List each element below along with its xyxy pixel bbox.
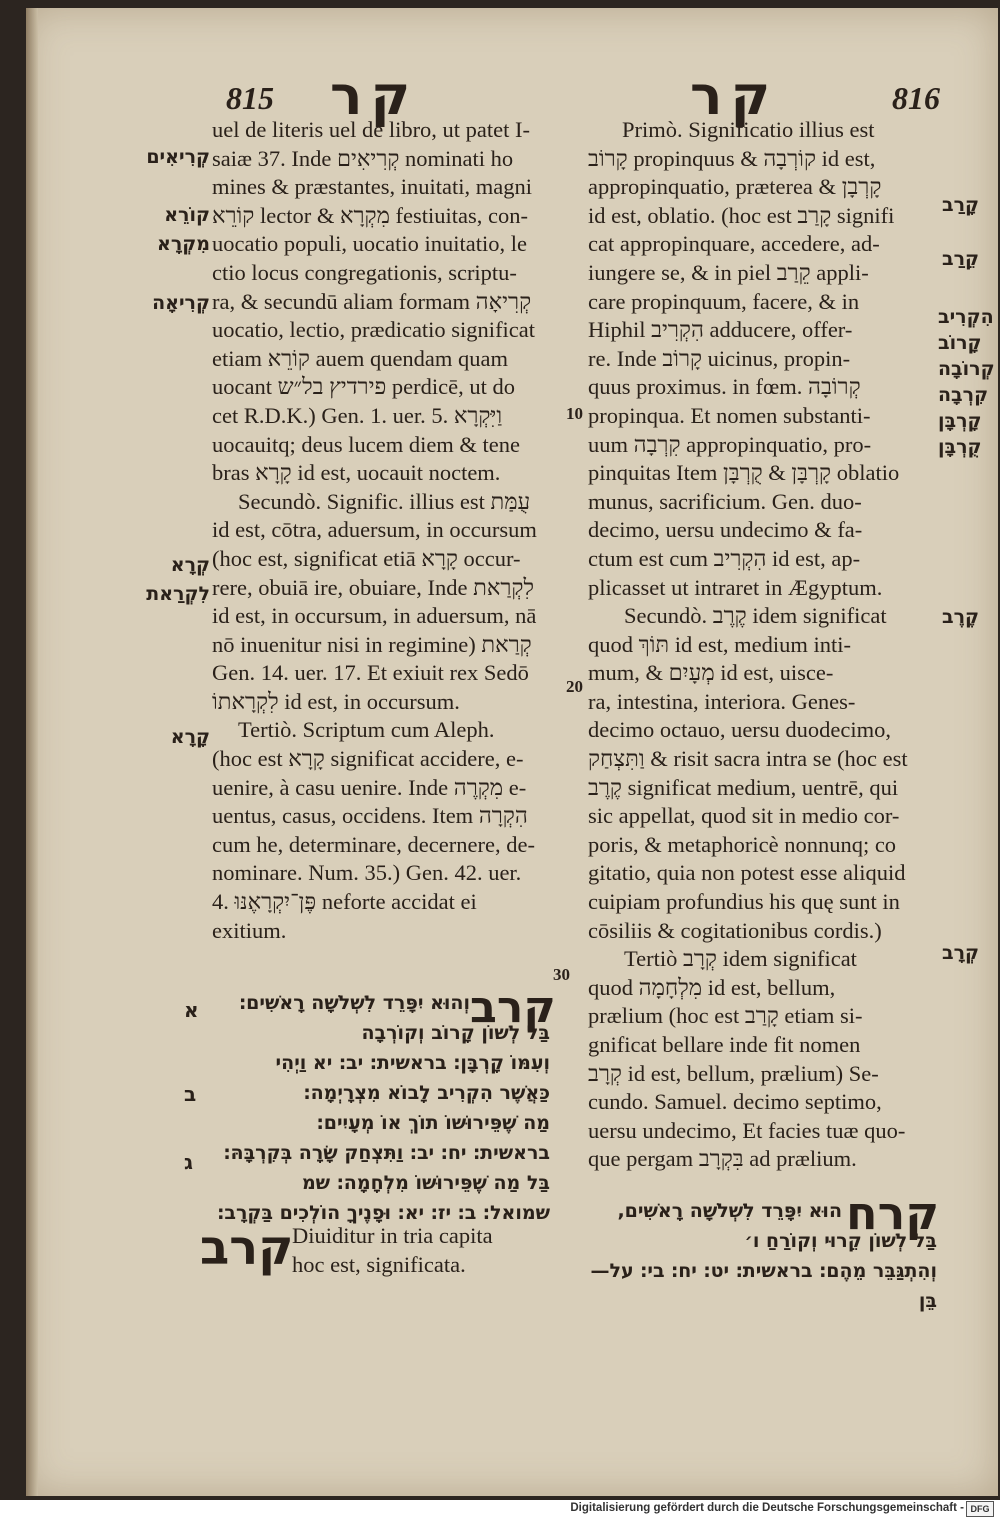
running-head-left: קר: [330, 64, 419, 127]
text-line: וַתִּצְחַק & risit sacra intra se (hoc est: [588, 746, 908, 772]
page-gutter-edge: [26, 8, 38, 1496]
margin-word: קָרָא: [170, 726, 210, 748]
text-line: quod תּוֹךְ id est, medium inti-: [588, 631, 852, 657]
text-line: cuipiam profundius his quę sunt in: [588, 889, 900, 915]
margin-word: קְרִיאִים: [146, 146, 210, 168]
margin-word: קְרִיאָה: [152, 292, 210, 314]
hebrew-text-block: [205, 1018, 550, 1228]
text-line: uocatio populi, uocatio inuitatio, le: [212, 231, 527, 257]
text-line: Secundò. Signific. illius est עֻמַּת: [238, 488, 531, 514]
hebrew-line: שמואל׃ ב׃ יז׃ יא׃ וּפָנֶיךָ הוֹלְכִים בַּקְרָב׃: [217, 1202, 550, 1224]
section-marker: ג: [184, 1150, 193, 1174]
text-line: sic appellat, quod sit in medio cor-: [588, 803, 900, 829]
text-line: Diuiditur in tria capita: [292, 1223, 493, 1248]
margin-word: לִקְרַאת: [146, 583, 210, 605]
hebrew-line: כַּאֲשֶׁר הִקְרִיב לָבוֹא מִצְרָיְמָה׃: [303, 1082, 550, 1104]
hebrew-text-block: [205, 988, 470, 1018]
text-line: gnificat bellare inde fit nomen: [588, 1032, 861, 1057]
funding-credit: Digitalisierung gefördert durch die Deutsche Forschungsgemeinschaft -: [570, 1502, 964, 1514]
hebrew-line: בַּל לְשׁוֹן קֵרוּי וְקוֹרַחַ ו׳: [744, 1230, 937, 1252]
section-marker: א: [184, 998, 199, 1022]
hebrew-text-block: [582, 1226, 937, 1316]
hebrew-line: בַּל מַה שֶׁפֵּירוּשׁוֹ מִלְחָמָה׃ שמ: [301, 1172, 550, 1194]
hebrew-root-heading: קרב: [470, 982, 556, 1033]
text-line: uel de literis uel de libro, ut patet I-: [212, 117, 531, 142]
hebrew-line: בֵּן: [918, 1290, 937, 1312]
text-line: קָרוֹב propinquus & קוֹרְבָה id est,: [588, 145, 876, 171]
text-line: Primò. Significatio illius est: [622, 117, 875, 142]
margin-word: קֵרַב: [942, 248, 980, 270]
text-line: cat appropinquare, accedere, ad-: [588, 231, 880, 257]
folio-right: 816: [892, 80, 940, 116]
margin-word: הִקְרִיב: [938, 306, 994, 328]
text-line: exitium.: [212, 917, 287, 943]
margin-word: מִקְרָא: [156, 233, 210, 255]
text-line: id est, cōtra, aduersum, in occursum: [212, 517, 537, 543]
text-line: quod מִלְחָמָה id est, bellum,: [588, 974, 836, 1000]
right-column: [588, 116, 938, 1174]
text-line: propinqua. Et nomen substanti-: [588, 402, 871, 428]
margin-word: קָרוֹב: [938, 332, 982, 354]
text-line: uum קִרְבָה appropinquatio, pro-: [588, 431, 872, 457]
text-line: Tertiò קְרָב idem significat: [624, 946, 857, 972]
text-line: קֶרֶב significat medium, uentrē, qui: [588, 774, 899, 800]
hebrew-root-heading: קרב: [200, 1220, 294, 1276]
text-line: hoc est, significata.: [292, 1251, 466, 1277]
text-line: re. Inde קָרוֹב uicinus, propin-: [588, 345, 851, 371]
text-line: cum he, determinare, decernere, de-: [212, 831, 535, 857]
margin-word: קְרָב: [942, 942, 980, 964]
left-margin-notes: [110, 116, 210, 756]
text-line: uocauitq; deus lucem diem & tene: [212, 431, 521, 457]
text-line: mum, & מְעָיִם id est, uisce-: [588, 660, 834, 686]
text-line: 4. פֶּן־יִקְרָאֶנּוּ neforte accidat ei: [212, 889, 477, 915]
text-line: care propinquum, facere, & in: [588, 288, 860, 314]
hebrew-line: הוּא יִפָּרֵד לִשְׁלֹשָׁה רָאשִׁים,: [617, 1200, 842, 1222]
hebrew-line: וְהִתְגַּבֵּר מֵהֶם׃ בראשית׃ יט׃ יח׃ בי׃ על—: [590, 1260, 937, 1282]
text-line: bras קָרָא id est, uocauit noctem.: [212, 460, 501, 486]
margin-word: קָרְבָּן: [938, 410, 982, 432]
text-line: poris, & metaphoricè nonnunq; co: [588, 831, 897, 857]
text-line: uersu undecimo, Et facies tuæ quo-: [588, 1117, 906, 1143]
text-line: קְרָב id est, bellum, prælium) Se-: [588, 1060, 879, 1086]
line-number: 20: [566, 677, 583, 696]
hebrew-line: בַּל לְשׁוֹן קָרוֹב וְקוֹרְבָה: [361, 1022, 550, 1044]
text-line: saiæ 37. Inde קְרִיאִים nominati ho: [212, 145, 514, 171]
text-line: id est, in occursum, in aduersum, nā: [212, 603, 537, 629]
text-line: pinquitas Item קָרְבָּן & קֻרְבָּן oblatio: [588, 460, 900, 486]
text-line: plicasset ut intraret in Ægyptum.: [588, 574, 883, 600]
line-number: 30: [553, 965, 570, 984]
text-line: Secundò. קֶרֶב idem significat: [624, 603, 887, 629]
text-line: etiam קוֹרֵא auem quendam quam: [212, 345, 509, 371]
right-margin-notes: [938, 116, 994, 996]
text-line: que pergam בִּקְרָב ad prælium.: [588, 1146, 857, 1172]
text-line: Tertiò. Scriptum cum Aleph.: [238, 717, 495, 743]
text-line: iungere se, & in piel קֵרַב appli-: [588, 259, 869, 285]
folio-left: 815: [226, 80, 274, 116]
margin-word: קִרְבָה: [938, 384, 989, 406]
left-column: [212, 116, 564, 945]
text-line: nō inuenitur nisi in regimine) קְרַאת: [212, 631, 532, 657]
text-line: Hiphil הִקְרִיב adducere, offer-: [588, 317, 853, 343]
text-line: nominare. Num. 35.) Gen. 42. uer.: [212, 860, 522, 886]
margin-word: קֶרֶב: [942, 606, 980, 628]
text-line: uocatio, lectio, prædicatio significat: [212, 317, 536, 343]
text-line: ctum est cum הִקְרִיב id est, ap-: [588, 545, 861, 571]
text-line: quus proximus. in fœm. קְרוֹבָה: [588, 374, 861, 400]
text-line: uentus, casus, occidens. Item הִקְרָה: [212, 803, 528, 829]
line-number: 10: [566, 404, 583, 423]
text-line: ctio locus congregationis, scriptu-: [212, 259, 517, 285]
text-line: לִקְרָאתוֹ id est, in occursum.: [212, 688, 460, 714]
text-line: (hoc est קָרָא significat accidere, e-: [212, 746, 524, 772]
margin-word: קְרָא: [170, 554, 210, 576]
hebrew-line: מַה שֶׁפֵּירוּשׁוֹ תוֹךְ אוֹ מְעָיִים׃: [316, 1112, 550, 1134]
text-line: (hoc est, significat etiā קָרָא occur-: [212, 545, 521, 571]
text-line: Gen. 14. uer. 17. Et exiuit rex Sedō: [212, 660, 529, 686]
text-line: ra, intestina, interiora. Genes-: [588, 688, 856, 714]
text-line: ra, & secundū aliam formam קְרִיאָה: [212, 288, 532, 314]
text-line: rere, obuiā ire, obuiare, Inde לִקְרַאת: [212, 574, 534, 600]
text-line: id est, oblatio. (hoc est קָרַב signifi: [588, 202, 895, 228]
text-line: קוֹרֵא lector & מִקְרָא festiuitas, con-: [212, 202, 528, 228]
text-line: cōsiliis & cogitationibus cordis.): [588, 917, 882, 943]
root-division-note: [292, 1222, 552, 1279]
text-line: decimo octauo, uersu duodecimo,: [588, 717, 892, 743]
margin-word: קֻרְבָּן: [938, 436, 982, 458]
dfg-logo: DFG: [966, 1501, 994, 1517]
text-line: decimo, uersu undecimo & fa-: [588, 517, 863, 543]
text-line: gitatio, quia non potest esse aliquid: [588, 860, 906, 886]
text-line: prælium (hoc est קָרַב etiam si-: [588, 1003, 863, 1029]
section-marker: ב: [184, 1082, 197, 1106]
text-line: appropinquatio, præterea & קָרְבָן: [588, 174, 882, 200]
hebrew-line: בראשית׃ יח׃ יב׃ וַתִּצְחַק שָׂרָה בְּקִרְבָּהּ׃: [223, 1142, 550, 1164]
margin-word: קְרוֹבָה: [938, 358, 995, 380]
text-line: uocant פירדיץ בל״ש perdicē, ut do: [212, 374, 515, 400]
margin-word: קָרַב: [942, 194, 980, 216]
text-line: cet R.D.K.) Gen. 1. uer. 5. וַיִּקְרָא: [212, 402, 503, 428]
text-line: munus, sacrificium. Gen. duo-: [588, 488, 862, 514]
text-line: cundo. Samuel. decimo septimo,: [588, 1089, 882, 1115]
text-line: mines & præstantes, inuitati, magni: [212, 174, 532, 200]
text-line: uenire, à casu uenire. Inde מִקְרֶה e-: [212, 774, 527, 800]
hebrew-root-heading: קרח: [846, 1186, 940, 1240]
hebrew-line: וְהוּא יִפָּרֵד לִשְׁלֹשָׁה רָאשִׁים׃: [239, 992, 470, 1014]
running-head-right: קר: [690, 64, 779, 127]
margin-word: קוֹרֵא: [164, 204, 210, 226]
hebrew-text-block: [582, 1196, 842, 1226]
hebrew-line: וְעִמּוֹ קָרְבָּן׃ בראשית׃ יב׃ יא וַיְהִי: [275, 1052, 550, 1074]
